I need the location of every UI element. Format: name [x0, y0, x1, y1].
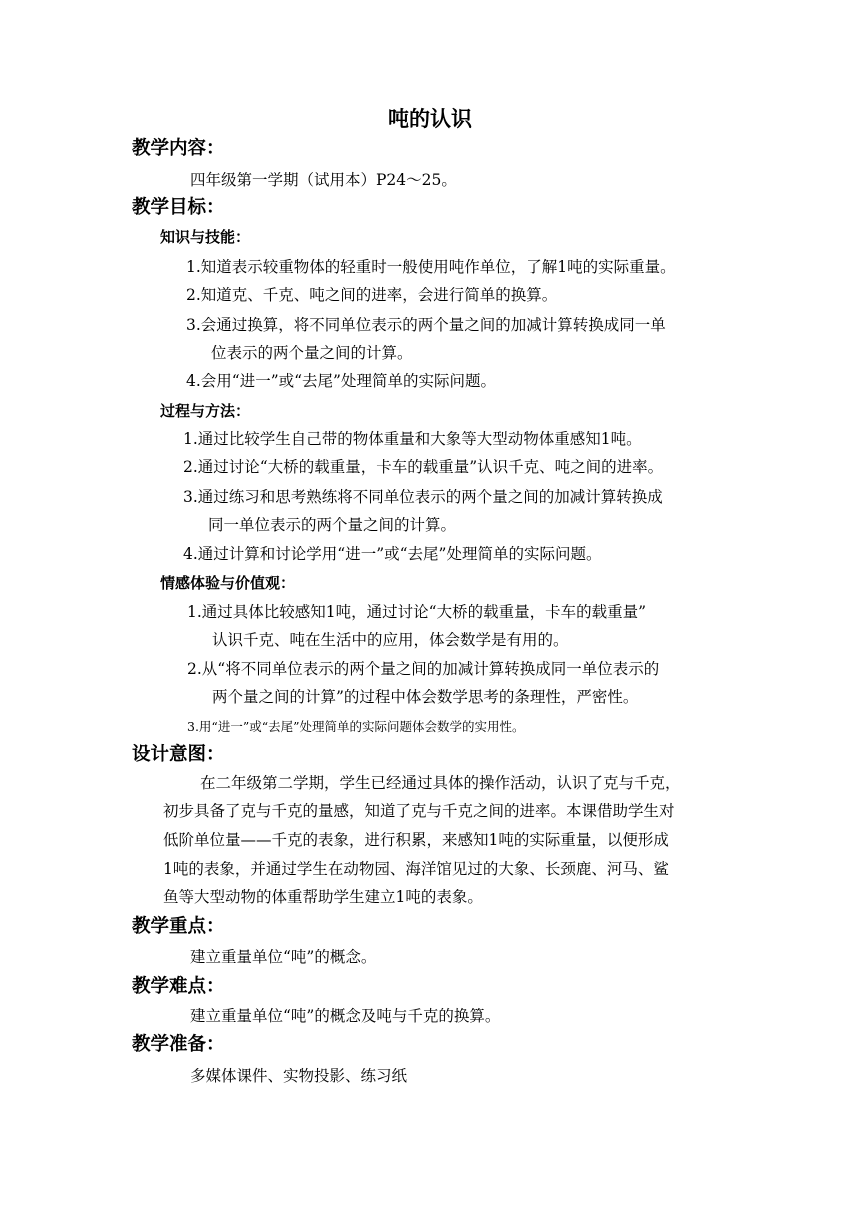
teaching-content-text: 四年级第一学期（试用本）P24～25。: [190, 171, 457, 189]
key-points-text: 建立重量单位“吨”的概念。: [190, 948, 377, 966]
emotion-item-1-cont: 认识千克、吨在生活中的应用，体会数学是有用的。: [212, 631, 569, 649]
emotion-item-2-cont: 两个量之间的计算”的过程中体会数学思考的条理性，严密性。: [212, 688, 639, 706]
difficulties-text: 建立重量单位“吨”的概念及吨与千克的换算。: [190, 1007, 501, 1025]
heading-teaching-content: 教学内容：: [132, 138, 225, 159]
process-item-3-cont: 同一单位表示的两个量之间的计算。: [208, 516, 457, 534]
design-line-2: 初步具备了克与千克的量感，知道了克与千克之间的进率。本课借助学生对: [163, 802, 675, 820]
process-item-4: 4.通过计算和讨论学用“进一”或“去尾”处理简单的实际问题。: [183, 545, 602, 563]
subheading-process-methods: 过程与方法：: [160, 402, 251, 420]
design-line-1: 在二年级第二学期，学生已经通过具体的操作活动，认识了克与千克，: [200, 774, 681, 792]
design-line-5: 鱼等大型动物的体重帮助学生建立1吨的表象。: [163, 888, 483, 906]
subheading-knowledge-skills: 知识与技能：: [160, 228, 251, 246]
heading-difficulties: 教学难点：: [132, 976, 225, 997]
design-line-3: 低阶单位量——千克的表象，进行积累，来感知1吨的实际重量，以便形成: [163, 831, 669, 849]
knowledge-item-4: 4.会用“进一”或“去尾”处理简单的实际问题。: [186, 372, 496, 390]
heading-preparation: 教学准备：: [132, 1034, 225, 1055]
subheading-emotion-values: 情感体验与价值观：: [160, 574, 296, 592]
process-item-3: 3.通过练习和思考熟练将不同单位表示的两个量之间的加减计算转换成: [183, 488, 663, 506]
heading-teaching-goals: 教学目标：: [132, 197, 225, 218]
emotion-item-1: 1.通过具体比较感知1吨，通过讨论“大桥的载重量，卡车的载重量”: [187, 603, 647, 621]
document-title: 吨的认识: [388, 107, 472, 131]
knowledge-item-3-cont: 位表示的两个量之间的计算。: [211, 344, 413, 362]
heading-key-points: 教学重点：: [132, 916, 225, 937]
knowledge-item-1: 1.知道表示较重物体的轻重时一般使用吨作单位，了解1吨的实际重量。: [186, 258, 676, 276]
process-item-1: 1.通过比较学生自己带的物体重量和大象等大型动物体重感知1吨。: [183, 430, 642, 448]
design-line-4: 1吨的表象，并通过学生在动物园、海洋馆见过的大象、长颈鹿、河马、鲨: [163, 860, 669, 878]
emotion-item-2: 2.从“将不同单位表示的两个量之间的加减计算转换成同一单位表示的: [187, 660, 660, 678]
process-item-2: 2.通过讨论“大桥的载重量，卡车的载重量”认识千克、吨之间的进率。: [183, 458, 664, 476]
preparation-text: 多媒体课件、实物投影、练习纸: [190, 1067, 408, 1085]
knowledge-item-2: 2.知道克、千克、吨之间的进率，会进行简单的换算。: [186, 286, 558, 304]
heading-design-intent: 设计意图：: [132, 744, 225, 765]
knowledge-item-3: 3.会通过换算，将不同单位表示的两个量之间的加减计算转换成同一单: [186, 316, 666, 334]
emotion-item-3: 3.用“进一”或“去尾”处理简单的实际问题体会数学的实用性。: [187, 719, 525, 734]
